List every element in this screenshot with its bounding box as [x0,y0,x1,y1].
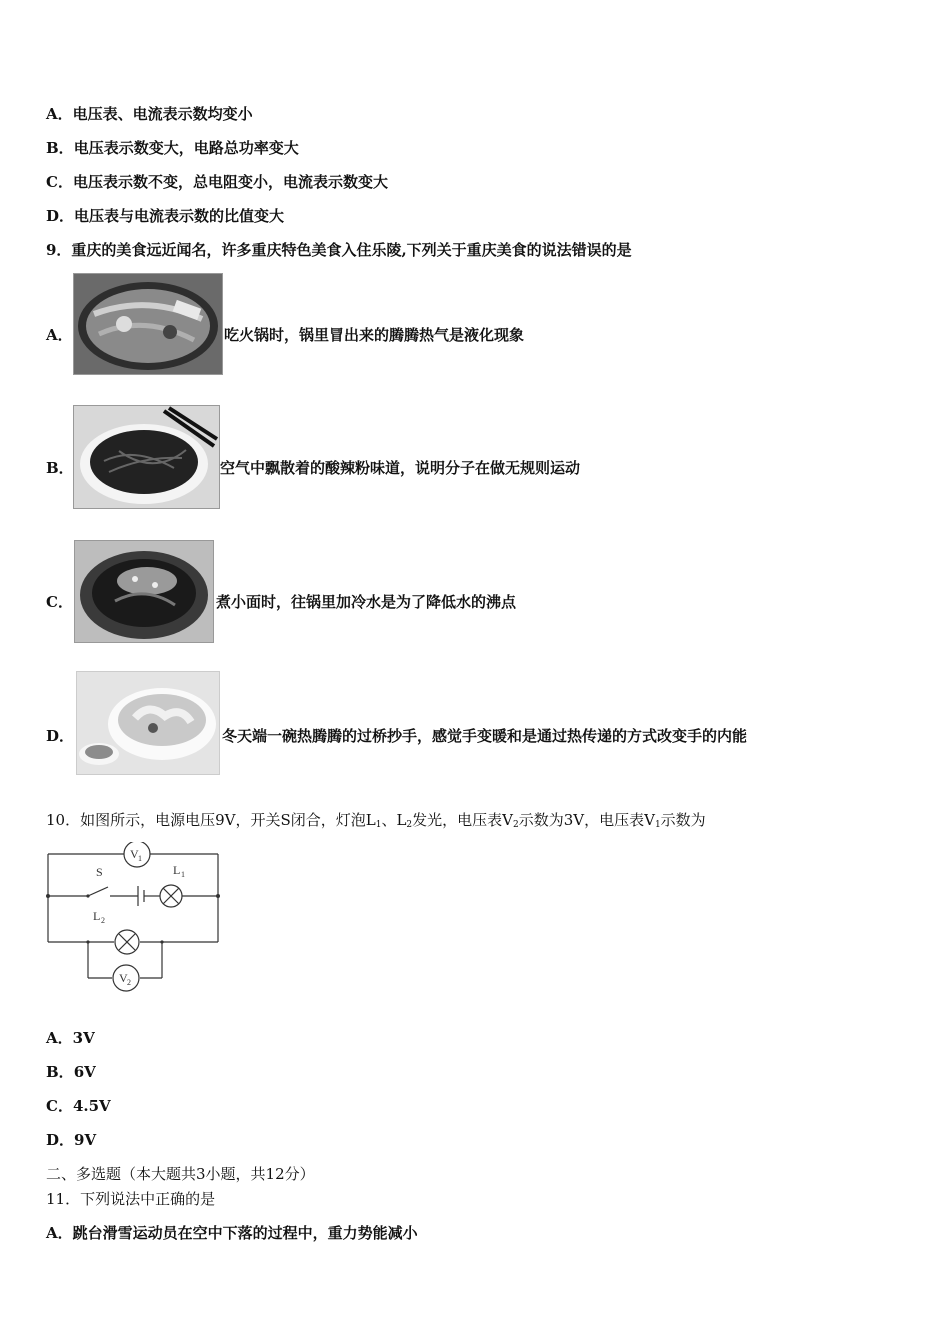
svg-text:1: 1 [181,870,185,879]
q11-option-a: A．跳台滑雪运动员在空中下落的过程中，重力势能减小 [46,1224,418,1242]
small-noodles-photo [74,540,214,643]
q9-option-c-letter: C． [46,593,73,611]
q9-option-c-text: 煮小面时，往锅里加冷水是为了降低水的沸点 [216,593,517,611]
svg-text:1: 1 [138,854,142,863]
q9-option-b-letter: B． [46,459,74,477]
svg-text:2: 2 [127,978,131,987]
label-l1: L [173,863,181,877]
q10-option-c: C．4.5V [46,1097,111,1115]
label-l2: L [93,909,101,923]
svg-text:2: 2 [101,916,105,925]
circuit-diagram [44,842,226,1002]
label-v2: V [119,971,128,985]
q8-option-b: B．电压表示数变大，电路总功率变大 [46,139,299,157]
label-s: S [96,865,103,879]
q11-stem: 11．下列说法中正确的是 [46,1190,216,1208]
q10-stem: 10．如图所示，电源电压9V，开关S闭合，灯泡$L_1$、$L_2$发光，电压表$V_2$示数为3V，电压表$V_1$示数为 [46,811,706,830]
q10-option-b: B．6V [46,1063,96,1081]
q9-option-b-text: 空气中飘散着的酸辣粉味道，说明分子在做无规则运动 [220,459,581,477]
q9-option-d-text: 冬天端一碗热腾腾的过桥抄手，感觉手变暖和是通过热传递的方式改变手的内能 [222,727,748,745]
q9-stem: 9．重庆的美食远近闻名，许多重庆特色美食入住乐陵,下列关于重庆美食的说法错误的是 [46,241,632,259]
q8-option-d: D．电压表与电流表示数的比值变大 [46,207,285,225]
q10-option-a: A．3V [46,1029,95,1047]
q10-option-d: D．9V [46,1131,97,1149]
noodle-bowl-photo [73,405,220,509]
hotpot-photo [73,273,223,375]
wonton-bowl-photo [76,671,220,775]
q9-option-d-letter: D． [46,727,75,745]
q8-option-c: C．电压表示数不变，总电阻变小，电流表示数变大 [46,173,388,191]
section-2-title: 二、多选题（本大题共3小题，共12分） [46,1165,315,1183]
q8-option-a: A．电压表、电流表示数均变小 [46,105,253,123]
q9-option-a-text: 吃火锅时，锅里冒出来的腾腾热气是液化现象 [224,326,525,344]
q9-option-a-letter: A． [46,326,73,344]
label-v1: V [130,847,139,861]
